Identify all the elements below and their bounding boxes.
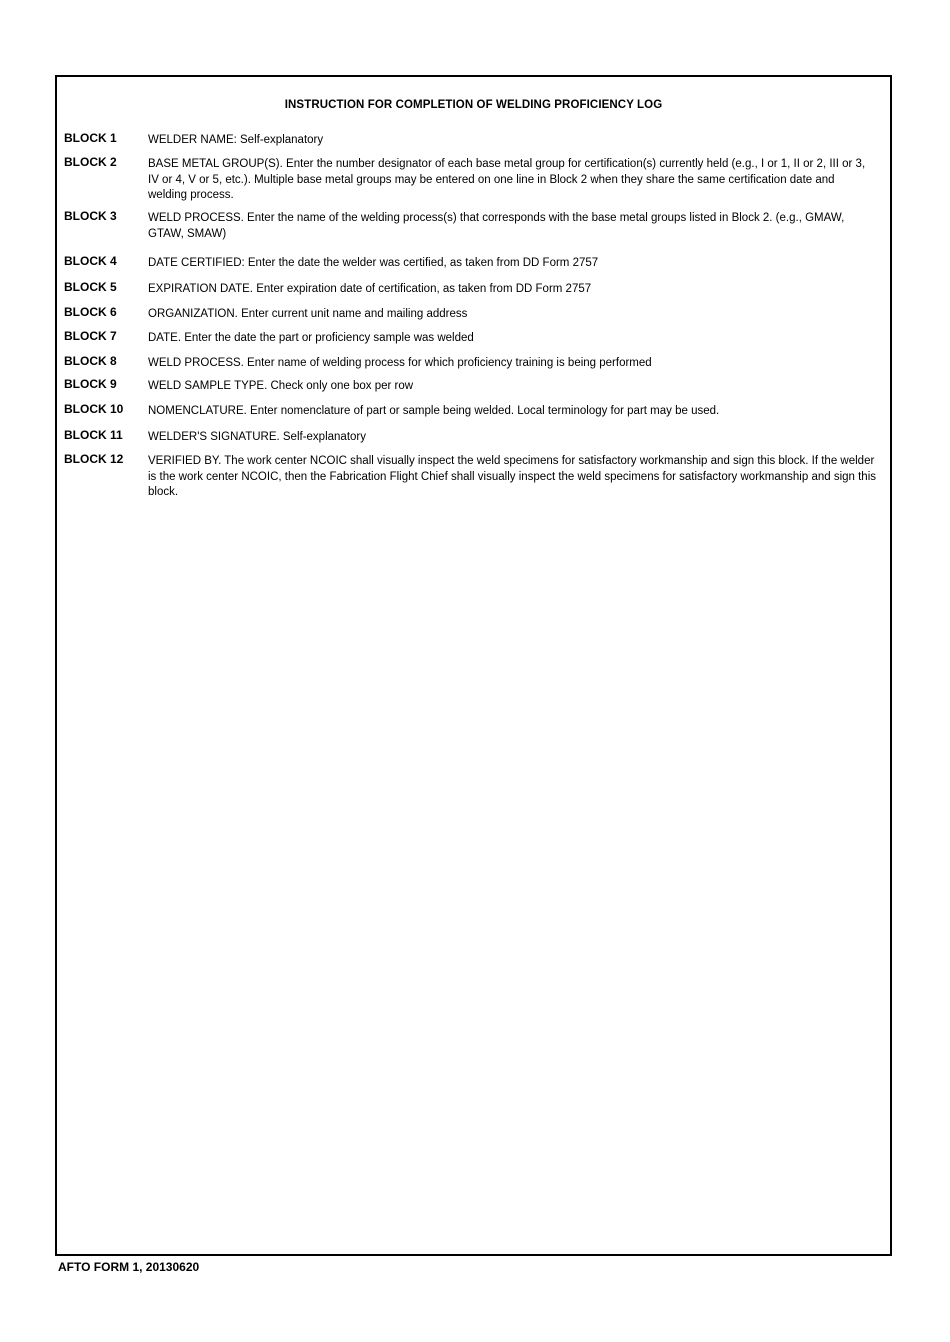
block-text: NOMENCLATURE. Enter nomenclature of part or sample being welded. Local terminology for part may be used. (148, 405, 720, 417)
block-text: WELDER'S SIGNATURE. Self-explanatory (148, 431, 366, 443)
block-text: WELDER NAME: Self-explanatory (148, 134, 324, 146)
block-text: WELD PROCESS. Enter name of welding process for which proficiency training is being performed (148, 357, 652, 369)
block-text: ORGANIZATION. Enter current unit name and mailing address (148, 308, 468, 320)
block-label: BLOCK 9 (64, 377, 117, 391)
block-label: BLOCK 11 (64, 428, 123, 442)
block-label: BLOCK 7 (64, 329, 117, 343)
block-text: WELD SAMPLE TYPE. Check only one box per row (148, 380, 414, 392)
block-label: BLOCK 10 (64, 402, 124, 416)
block-text: VERIFIED BY. The work center NCOIC shall visually inspect the weld specimens for satisfactory workmanship and sign this block. If the welder is the work center NCOIC, then the Fabrication Flight Chief shall visually inspect the weld specimens for satisfactory workmanship and sign this block. (148, 455, 877, 498)
block-text: DATE CERTIFIED: Enter the date the welder was certified, as taken from DD Form 2757 (148, 257, 599, 269)
form-footer: AFTO FORM 1, 20130620 (58, 1260, 200, 1274)
block-label: BLOCK 8 (64, 354, 117, 368)
block-text: WELD PROCESS. Enter the name of the welding process(s) that corresponds with the base metal groups listed in Block 2. (e.g., GMAW, GTAW, SMAW) (148, 212, 845, 240)
block-label: BLOCK 3 (64, 209, 117, 223)
block-label: BLOCK 5 (64, 280, 117, 294)
block-text: DATE. Enter the date the part or proficiency sample was welded (148, 332, 474, 344)
form-title: INSTRUCTION FOR COMPLETION OF WELDING PROFICIENCY LOG (284, 99, 663, 111)
block-label: BLOCK 4 (64, 254, 117, 268)
block-label: BLOCK 1 (64, 131, 117, 145)
block-text: BASE METAL GROUP(S). Enter the number designator of each base metal group for certification(s) currently held (e.g., I or 1, II or 2, III or 3, IV or 4, V or 5, etc.). Multiple base metal groups may be entered on one line in Block 2 when they share the same certification date and welding process. (148, 158, 866, 201)
block-label: BLOCK 2 (64, 155, 117, 169)
block-label: BLOCK 6 (64, 305, 117, 319)
block-label: BLOCK 12 (64, 452, 124, 466)
block-text: EXPIRATION DATE. Enter expiration date of certification, as taken from DD Form 2757 (148, 283, 592, 295)
form-frame (55, 75, 892, 1256)
